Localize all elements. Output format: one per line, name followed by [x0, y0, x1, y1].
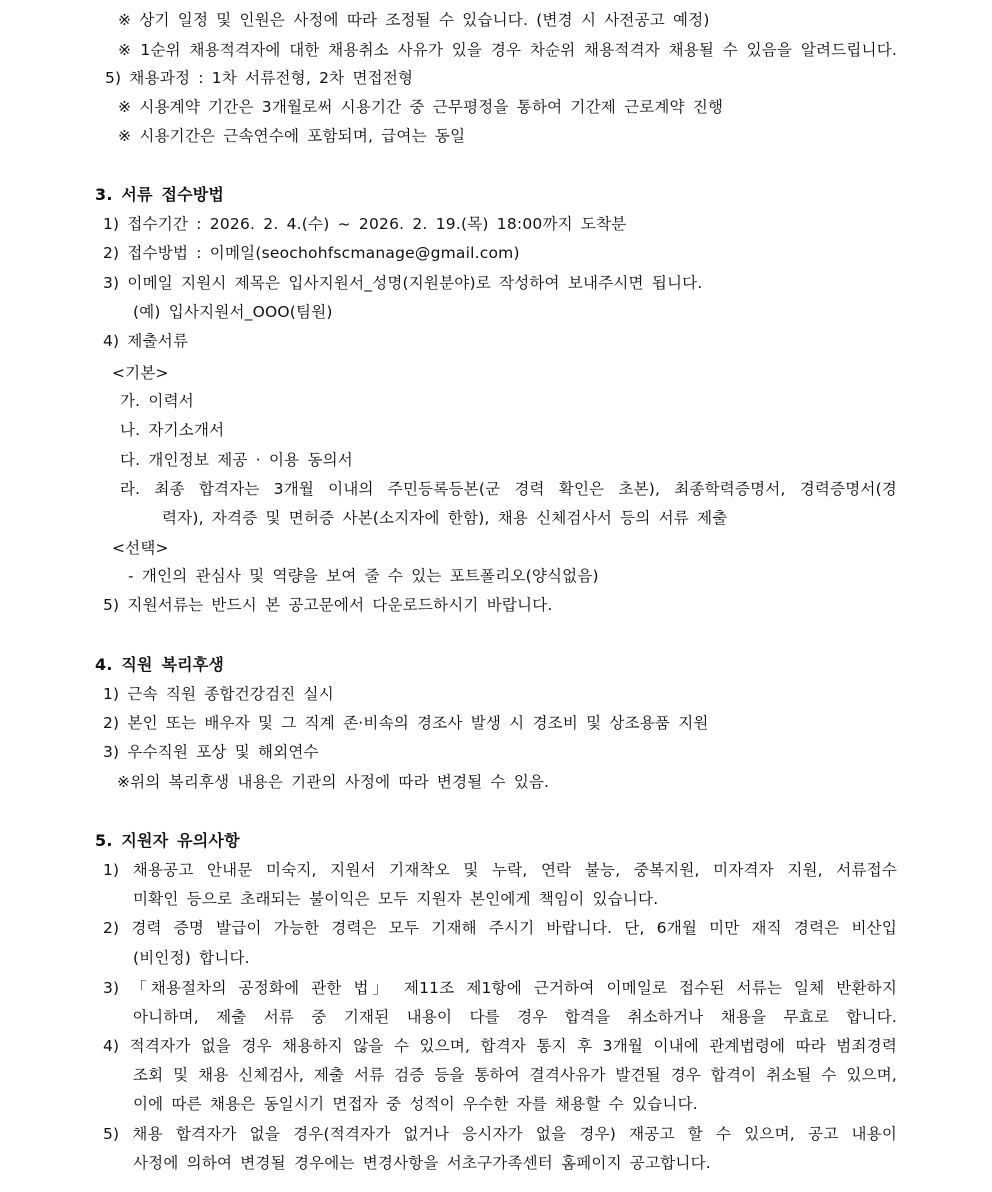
- list-item: 4) 제출서류: [103, 332, 189, 350]
- list-item-continued: 이에 따른 채용은 동일시기 면접자 중 성적이 우수한 자를 채용할 수 있습니다.: [133, 1095, 698, 1113]
- list-item: 3) 우수직원 포상 및 해외연수: [103, 743, 319, 761]
- list-item: 1) 채용공고 안내문 미숙지, 지원서 기재착오 및 누락, 연락 불능, 중복지원, 미자격자 지원, 서류접수: [103, 861, 897, 879]
- list-item: 4) 적격자가 없을 경우 채용하지 않을 수 있으며, 합격자 통지 후 3개월 이내에 관계법령에 따라 범죄경력: [103, 1037, 897, 1055]
- list-item: 5) 채용 합격자가 없을 경우(적격자가 없거나 응시자가 없을 경우) 재공고 할 수 있으며, 공고 내용이: [103, 1125, 897, 1143]
- sub-heading: <기본>: [112, 364, 169, 382]
- list-item-continued: 미확인 등으로 초래되는 불이익은 모두 지원자 본인에게 책임이 있습니다.: [133, 890, 659, 908]
- note-line: ※ 1순위 채용적격자에 대한 채용취소 사유가 있을 경우 차순위 채용적격자 채용될 수 있음을 알려드립니다.: [118, 41, 897, 59]
- section-heading-benefits: 4. 직원 복리후생: [95, 655, 225, 674]
- section-heading-application-method: 3. 서류 접수방법: [95, 185, 225, 204]
- sub-item: 가. 이력서: [120, 392, 194, 410]
- note-line: ※ 시용계약 기간은 3개월로써 시용기간 중 근무평정을 통하여 기간제 근로계약 진행: [118, 98, 724, 116]
- note-line: ※위의 복리후생 내용은 기관의 사정에 따라 변경될 수 있음.: [117, 773, 550, 791]
- sub-item: 라. 최종 합격자는 3개월 이내의 주민등록등본(군 경력 확인은 초본), 최종학력증명서, 경력증명서(경: [120, 480, 897, 498]
- list-item-continued: 사정에 의하여 변경될 경우에는 변경사항을 서초구가족센터 홈페이지 공고합니다.: [133, 1154, 711, 1172]
- sub-item: 다. 개인정보 제공 · 이용 동의서: [120, 451, 353, 469]
- sub-item: - 개인의 관심사 및 역량을 보여 줄 수 있는 포트폴리오(양식없음): [128, 567, 599, 585]
- list-item: 1) 접수기간 : 2026. 2. 4.(수) ~ 2026. 2. 19.(목) 18:00까지 도착분: [103, 215, 627, 233]
- list-item: 3) 이메일 지원시 제목은 입사지원서_성명(지원분야)로 작성하여 보내주시면 됩니다.: [103, 274, 703, 292]
- sub-heading: <선택>: [112, 539, 169, 557]
- section-heading-applicant-notes: 5. 지원자 유의사항: [95, 831, 240, 850]
- list-item: 3) 「채용절차의 공정화에 관한 법」 제11조 제1항에 근거하여 이메일로 접수된 서류는 일체 반환하지: [103, 979, 897, 997]
- example-line: (예) 입사지원서_OOO(팀원): [133, 303, 333, 321]
- sub-item: 나. 자기소개서: [120, 421, 225, 439]
- sub-item-continued: 력자), 자격증 및 면허증 사본(소지자에 한함), 채용 신체검사서 등의 서류 제출: [162, 509, 728, 527]
- list-item-continued: 아니하며, 제출 서류 중 기재된 내용이 다를 경우 합격을 취소하거나 채용을 무효로 합니다.: [133, 1008, 897, 1026]
- list-item: 2) 경력 증명 발급이 가능한 경력은 모두 기재해 주시기 바랍니다. 단, 6개월 미만 재직 경력은 비산입: [103, 919, 897, 937]
- note-line: ※ 시용기간은 근속연수에 포함되며, 급여는 동일: [118, 127, 466, 145]
- list-item: 2) 본인 또는 배우자 및 그 직계 존·비속의 경조사 발생 시 경조비 및 상조용품 지원: [103, 714, 709, 732]
- note-line: ※ 상기 일정 및 인원은 사정에 따라 조정될 수 있습니다. (변경 시 사전공고 예정): [118, 11, 710, 29]
- list-item: 5) 채용과정 : 1차 서류전형, 2차 면접전형: [105, 69, 414, 87]
- list-item-continued: 조회 및 채용 신체검사, 제출 서류 검증 등을 통하여 결격사유가 발견될 경우 합격이 취소될 수 있으며,: [133, 1066, 897, 1084]
- list-item: 5) 지원서류는 반드시 본 공고문에서 다운로드하시기 바랍니다.: [103, 596, 553, 614]
- list-item-continued: (비인정) 합니다.: [133, 949, 250, 967]
- list-item: 1) 근속 직원 종합건강검진 실시: [103, 685, 334, 703]
- list-item: 2) 접수방법 : 이메일(seochohfscmanage@gmail.com): [103, 244, 520, 262]
